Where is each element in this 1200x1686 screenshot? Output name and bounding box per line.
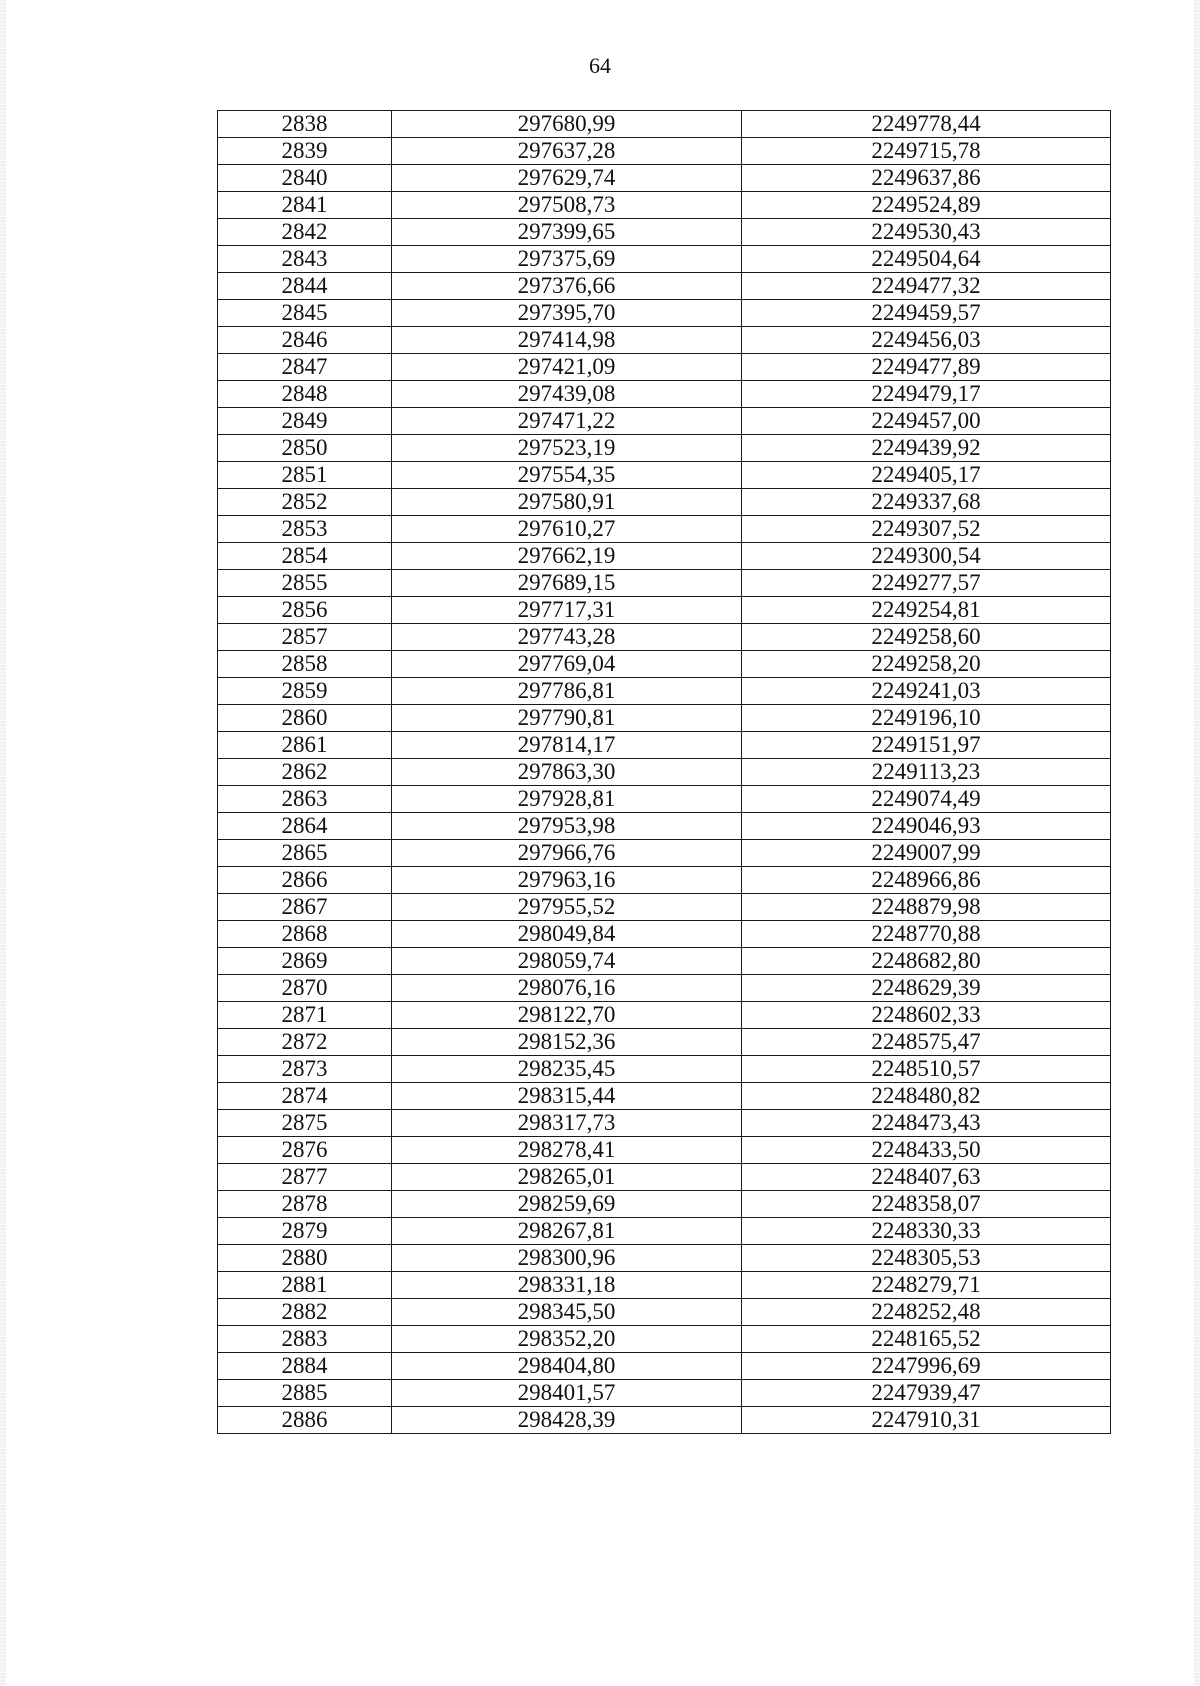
point-number-cell: 2846 <box>218 327 392 354</box>
y-coordinate-cell: 2248305,53 <box>742 1245 1111 1272</box>
y-coordinate-cell: 2248407,63 <box>742 1164 1111 1191</box>
table-row <box>218 489 1111 516</box>
table-row <box>218 138 1111 165</box>
x-coordinate-cell: 297790,81 <box>392 705 742 732</box>
point-number-cell: 2853 <box>218 516 392 543</box>
x-coordinate-cell: 297963,16 <box>392 867 742 894</box>
point-number-cell: 2839 <box>218 138 392 165</box>
table-row <box>218 300 1111 327</box>
table-row <box>218 1407 1111 1434</box>
x-coordinate-cell: 297955,52 <box>392 894 742 921</box>
table-row <box>218 570 1111 597</box>
point-number-cell: 2851 <box>218 462 392 489</box>
table-row <box>218 1002 1111 1029</box>
table-row <box>218 273 1111 300</box>
y-coordinate-cell: 2249778,44 <box>742 111 1111 138</box>
point-number-cell: 2869 <box>218 948 392 975</box>
x-coordinate-cell: 298404,80 <box>392 1353 742 1380</box>
table-row <box>218 1326 1111 1353</box>
y-coordinate-cell: 2249046,93 <box>742 813 1111 840</box>
y-coordinate-cell: 2249477,32 <box>742 273 1111 300</box>
table-row <box>218 1029 1111 1056</box>
x-coordinate-cell: 298278,41 <box>392 1137 742 1164</box>
scan-edge-left <box>0 0 6 1686</box>
point-number-cell: 2840 <box>218 165 392 192</box>
x-coordinate-cell: 297395,70 <box>392 300 742 327</box>
x-coordinate-cell: 297414,98 <box>392 327 742 354</box>
x-coordinate-cell: 298428,39 <box>392 1407 742 1434</box>
x-coordinate-cell: 297786,81 <box>392 678 742 705</box>
y-coordinate-cell: 2249504,64 <box>742 246 1111 273</box>
table-row <box>218 246 1111 273</box>
point-number-cell: 2845 <box>218 300 392 327</box>
table-row <box>218 1353 1111 1380</box>
table-row <box>218 867 1111 894</box>
point-number-cell: 2854 <box>218 543 392 570</box>
table-row <box>218 813 1111 840</box>
y-coordinate-cell: 2249456,03 <box>742 327 1111 354</box>
point-number-cell: 2856 <box>218 597 392 624</box>
x-coordinate-cell: 297580,91 <box>392 489 742 516</box>
x-coordinate-cell: 298317,73 <box>392 1110 742 1137</box>
y-coordinate-cell: 2248602,33 <box>742 1002 1111 1029</box>
x-coordinate-cell: 298315,44 <box>392 1083 742 1110</box>
point-number-cell: 2883 <box>218 1326 392 1353</box>
y-coordinate-cell: 2249074,49 <box>742 786 1111 813</box>
point-number-cell: 2849 <box>218 408 392 435</box>
point-number-cell: 2857 <box>218 624 392 651</box>
point-number-cell: 2878 <box>218 1191 392 1218</box>
x-coordinate-cell: 297439,08 <box>392 381 742 408</box>
y-coordinate-cell: 2249113,23 <box>742 759 1111 786</box>
y-coordinate-cell: 2248165,52 <box>742 1326 1111 1353</box>
point-number-cell: 2859 <box>218 678 392 705</box>
y-coordinate-cell: 2248358,07 <box>742 1191 1111 1218</box>
point-number-cell: 2843 <box>218 246 392 273</box>
point-number-cell: 2867 <box>218 894 392 921</box>
x-coordinate-cell: 297421,09 <box>392 354 742 381</box>
table-row <box>218 1299 1111 1326</box>
y-coordinate-cell: 2249300,54 <box>742 543 1111 570</box>
y-coordinate-cell: 2249307,52 <box>742 516 1111 543</box>
point-number-cell: 2868 <box>218 921 392 948</box>
y-coordinate-cell: 2249457,00 <box>742 408 1111 435</box>
x-coordinate-cell: 297680,99 <box>392 111 742 138</box>
y-coordinate-cell: 2248480,82 <box>742 1083 1111 1110</box>
table-row <box>218 948 1111 975</box>
point-number-cell: 2885 <box>218 1380 392 1407</box>
table-row <box>218 219 1111 246</box>
point-number-cell: 2876 <box>218 1137 392 1164</box>
x-coordinate-cell: 297863,30 <box>392 759 742 786</box>
table-row <box>218 462 1111 489</box>
table-row <box>218 651 1111 678</box>
x-coordinate-cell: 298401,57 <box>392 1380 742 1407</box>
table-row <box>218 840 1111 867</box>
x-coordinate-cell: 297376,66 <box>392 273 742 300</box>
y-coordinate-cell: 2249241,03 <box>742 678 1111 705</box>
table-row <box>218 1245 1111 1272</box>
x-coordinate-cell: 297629,74 <box>392 165 742 192</box>
y-coordinate-cell: 2249479,17 <box>742 381 1111 408</box>
point-number-cell: 2873 <box>218 1056 392 1083</box>
point-number-cell: 2884 <box>218 1353 392 1380</box>
point-number-cell: 2861 <box>218 732 392 759</box>
x-coordinate-cell: 298300,96 <box>392 1245 742 1272</box>
table-row <box>218 921 1111 948</box>
y-coordinate-cell: 2248473,43 <box>742 1110 1111 1137</box>
y-coordinate-cell: 2249258,60 <box>742 624 1111 651</box>
x-coordinate-cell: 297966,76 <box>392 840 742 867</box>
point-number-cell: 2850 <box>218 435 392 462</box>
point-number-cell: 2875 <box>218 1110 392 1137</box>
x-coordinate-cell: 298235,45 <box>392 1056 742 1083</box>
table-row <box>218 192 1111 219</box>
point-number-cell: 2865 <box>218 840 392 867</box>
table-row <box>218 381 1111 408</box>
y-coordinate-cell: 2249254,81 <box>742 597 1111 624</box>
y-coordinate-cell: 2248433,50 <box>742 1137 1111 1164</box>
point-number-cell: 2877 <box>218 1164 392 1191</box>
table-row <box>218 1191 1111 1218</box>
point-number-cell: 2860 <box>218 705 392 732</box>
table-row <box>218 354 1111 381</box>
x-coordinate-cell: 298259,69 <box>392 1191 742 1218</box>
y-coordinate-cell: 2249277,57 <box>742 570 1111 597</box>
x-coordinate-cell: 297554,35 <box>392 462 742 489</box>
point-number-cell: 2841 <box>218 192 392 219</box>
coordinates-table-body <box>218 111 1111 1434</box>
table-row <box>218 732 1111 759</box>
table-row <box>218 678 1111 705</box>
x-coordinate-cell: 297508,73 <box>392 192 742 219</box>
point-number-cell: 2864 <box>218 813 392 840</box>
point-number-cell: 2874 <box>218 1083 392 1110</box>
table-row <box>218 1272 1111 1299</box>
y-coordinate-cell: 2247939,47 <box>742 1380 1111 1407</box>
x-coordinate-cell: 297375,69 <box>392 246 742 273</box>
table-row <box>218 975 1111 1002</box>
table-row <box>218 894 1111 921</box>
x-coordinate-cell: 298152,36 <box>392 1029 742 1056</box>
y-coordinate-cell: 2248629,39 <box>742 975 1111 1002</box>
y-coordinate-cell: 2248682,80 <box>742 948 1111 975</box>
y-coordinate-cell: 2248252,48 <box>742 1299 1111 1326</box>
y-coordinate-cell: 2249151,97 <box>742 732 1111 759</box>
x-coordinate-cell: 298122,70 <box>392 1002 742 1029</box>
table-row <box>218 1164 1111 1191</box>
point-number-cell: 2858 <box>218 651 392 678</box>
x-coordinate-cell: 298352,20 <box>392 1326 742 1353</box>
x-coordinate-cell: 297743,28 <box>392 624 742 651</box>
y-coordinate-cell: 2249524,89 <box>742 192 1111 219</box>
x-coordinate-cell: 297610,27 <box>392 516 742 543</box>
y-coordinate-cell: 2248966,86 <box>742 867 1111 894</box>
point-number-cell: 2866 <box>218 867 392 894</box>
x-coordinate-cell: 297953,98 <box>392 813 742 840</box>
y-coordinate-cell: 2248330,33 <box>742 1218 1111 1245</box>
table-row <box>218 759 1111 786</box>
table-row <box>218 1218 1111 1245</box>
y-coordinate-cell: 2249007,99 <box>742 840 1111 867</box>
y-coordinate-cell: 2249715,78 <box>742 138 1111 165</box>
point-number-cell: 2886 <box>218 1407 392 1434</box>
y-coordinate-cell: 2248879,98 <box>742 894 1111 921</box>
y-coordinate-cell: 2247910,31 <box>742 1407 1111 1434</box>
table-row <box>218 1110 1111 1137</box>
y-coordinate-cell: 2249196,10 <box>742 705 1111 732</box>
page-number: 64 <box>589 53 611 78</box>
table-row <box>218 1083 1111 1110</box>
y-coordinate-cell: 2247996,69 <box>742 1353 1111 1380</box>
point-number-cell: 2881 <box>218 1272 392 1299</box>
table-row <box>218 624 1111 651</box>
x-coordinate-cell: 297928,81 <box>392 786 742 813</box>
table-row <box>218 1056 1111 1083</box>
x-coordinate-cell: 298267,81 <box>392 1218 742 1245</box>
y-coordinate-cell: 2249337,68 <box>742 489 1111 516</box>
x-coordinate-cell: 297689,15 <box>392 570 742 597</box>
x-coordinate-cell: 298345,50 <box>392 1299 742 1326</box>
y-coordinate-cell: 2248575,47 <box>742 1029 1111 1056</box>
x-coordinate-cell: 297523,19 <box>392 435 742 462</box>
y-coordinate-cell: 2249477,89 <box>742 354 1111 381</box>
table-row <box>218 1137 1111 1164</box>
point-number-cell: 2871 <box>218 1002 392 1029</box>
point-number-cell: 2879 <box>218 1218 392 1245</box>
x-coordinate-cell: 298265,01 <box>392 1164 742 1191</box>
scan-edge-right <box>1194 0 1200 1686</box>
y-coordinate-cell: 2248510,57 <box>742 1056 1111 1083</box>
point-number-cell: 2862 <box>218 759 392 786</box>
point-number-cell: 2852 <box>218 489 392 516</box>
table-row <box>218 705 1111 732</box>
x-coordinate-cell: 297471,22 <box>392 408 742 435</box>
x-coordinate-cell: 298076,16 <box>392 975 742 1002</box>
point-number-cell: 2880 <box>218 1245 392 1272</box>
point-number-cell: 2844 <box>218 273 392 300</box>
coordinates-table <box>217 110 1111 1434</box>
x-coordinate-cell: 297399,65 <box>392 219 742 246</box>
point-number-cell: 2872 <box>218 1029 392 1056</box>
x-coordinate-cell: 298059,74 <box>392 948 742 975</box>
y-coordinate-cell: 2249637,86 <box>742 165 1111 192</box>
x-coordinate-cell: 297662,19 <box>392 543 742 570</box>
x-coordinate-cell: 297637,28 <box>392 138 742 165</box>
y-coordinate-cell: 2249459,57 <box>742 300 1111 327</box>
table-row <box>218 597 1111 624</box>
point-number-cell: 2848 <box>218 381 392 408</box>
x-coordinate-cell: 297814,17 <box>392 732 742 759</box>
table-row <box>218 516 1111 543</box>
x-coordinate-cell: 298049,84 <box>392 921 742 948</box>
y-coordinate-cell: 2249530,43 <box>742 219 1111 246</box>
point-number-cell: 2847 <box>218 354 392 381</box>
point-number-cell: 2838 <box>218 111 392 138</box>
table-row <box>218 435 1111 462</box>
point-number-cell: 2882 <box>218 1299 392 1326</box>
point-number-cell: 2842 <box>218 219 392 246</box>
table-row <box>218 111 1111 138</box>
x-coordinate-cell: 297769,04 <box>392 651 742 678</box>
point-number-cell: 2863 <box>218 786 392 813</box>
y-coordinate-cell: 2248279,71 <box>742 1272 1111 1299</box>
y-coordinate-cell: 2249405,17 <box>742 462 1111 489</box>
table-row <box>218 786 1111 813</box>
table-row <box>218 327 1111 354</box>
table-row <box>218 543 1111 570</box>
table-row <box>218 165 1111 192</box>
y-coordinate-cell: 2249439,92 <box>742 435 1111 462</box>
point-number-cell: 2870 <box>218 975 392 1002</box>
x-coordinate-cell: 297717,31 <box>392 597 742 624</box>
y-coordinate-cell: 2249258,20 <box>742 651 1111 678</box>
table-row <box>218 408 1111 435</box>
y-coordinate-cell: 2248770,88 <box>742 921 1111 948</box>
x-coordinate-cell: 298331,18 <box>392 1272 742 1299</box>
point-number-cell: 2855 <box>218 570 392 597</box>
table-row <box>218 1380 1111 1407</box>
